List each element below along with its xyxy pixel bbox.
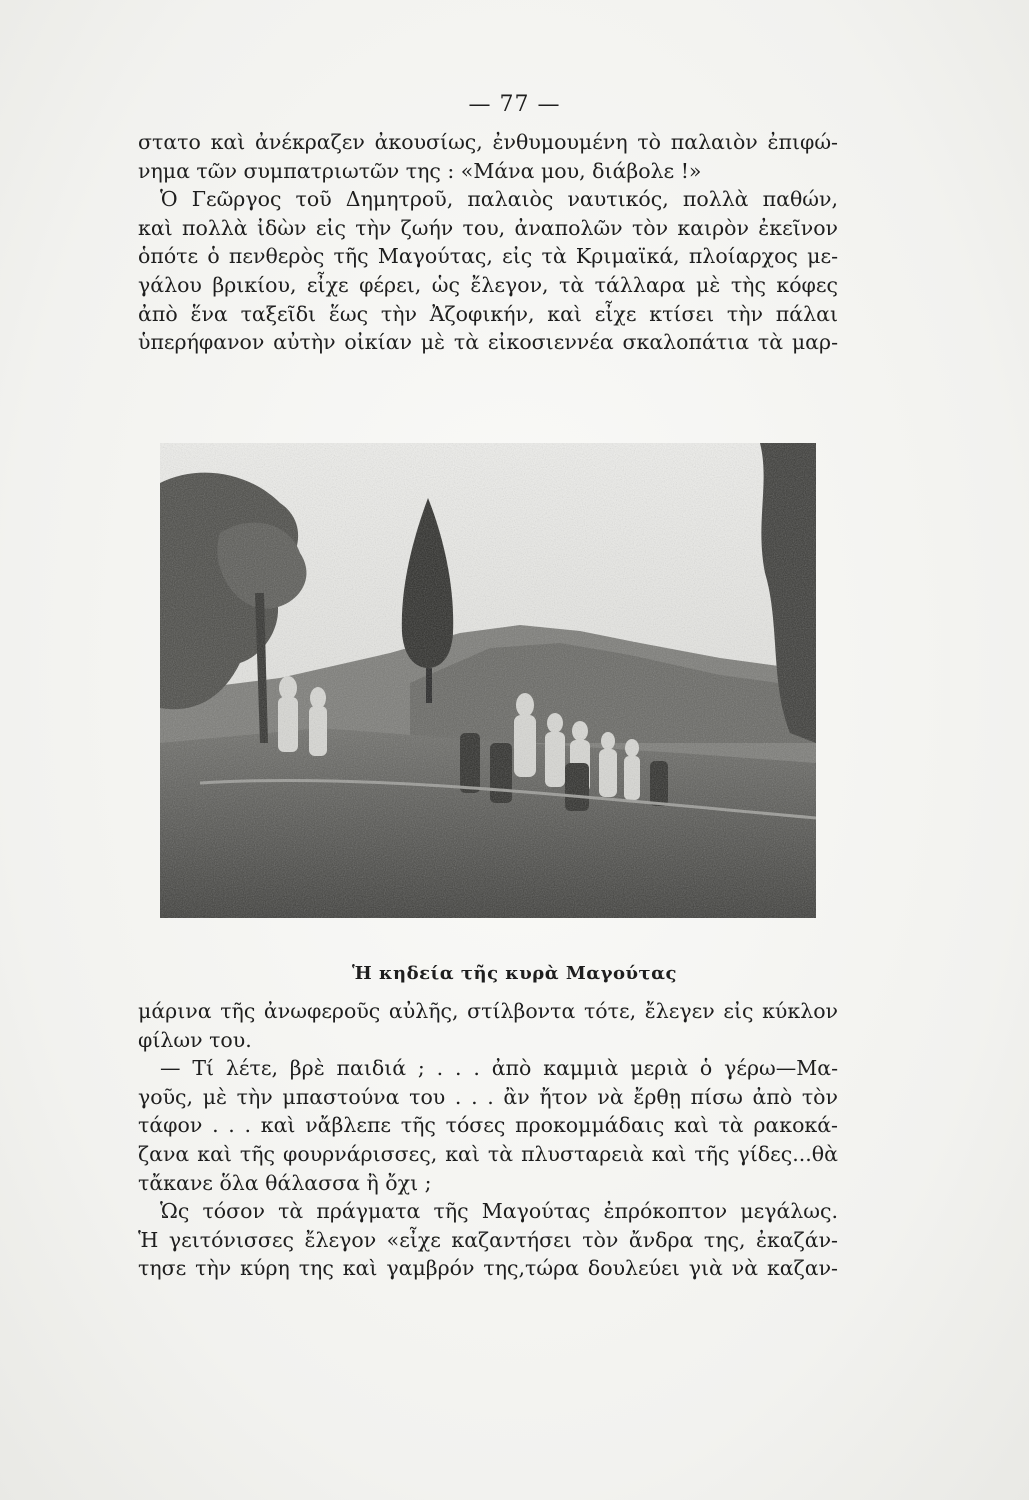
funeral-photograph [160, 443, 816, 918]
text-line: καὶ πολλὰ ἰδὼν εἰς τὴν ζωήν του, ἀναπολῶν τὸν καιρὸν ἐκεῖνον [138, 215, 838, 240]
text-line: τάφον . . . καὶ νἄβλεπε τῆς τόσες προκομμάδαις καὶ τὰ ρακοκά- [138, 1113, 838, 1138]
photo-illustration [160, 443, 816, 918]
text-line: νημα τῶν συμπατριωτῶν της : «Μάνα μου, διάβολε !» [138, 158, 702, 183]
text-line: τἄκανε ὅλα θάλασσα ἢ ὄχι ; [138, 1170, 432, 1195]
text-line: γοῦς, μὲ τὴν μπαστούνα του . . . ἂν ἤτον νὰ ἔρθῃ πίσω ἀπὸ τὸν [138, 1084, 838, 1109]
text-line: στατο καὶ ἀνέκραζεν ἀκουσίως, ἐνθυμουμένη τὸ παλαιὸν ἐπιφώ- [138, 130, 838, 154]
text-line: τησε τὴν κύρη της καὶ γαμβρόν της,τώρα δουλεύει γιὰ νὰ καζαν- [138, 1256, 838, 1281]
bottom-paragraph [138, 997, 838, 1283]
figure-caption: Ἡ κηδεία τῆς κυρὰ Μαγούτας [352, 963, 677, 984]
text-line: — Τί λέτε, βρὲ παιδιά ; . . . ἀπὸ καμμιὰ μεριὰ ὁ γέρω—Μα- [160, 1056, 838, 1081]
text-line: ζανα καὶ τῆς φουρνάρισσες, καὶ τὰ πλυσταρειὰ καὶ τῆς γίδες...θὰ [138, 1141, 838, 1166]
text-line: γάλου βρικίου, εἶχε φέρει, ὡς ἔλεγον, τὰ τάλλαρα μὲ τὴς κόφες [138, 272, 838, 297]
text-line: μάρινα τῆς ἀνωφεροῦς αὐλῆς, στίλβοντα τότε, ἔλεγεν εἰς κύκλον [138, 999, 838, 1023]
text-line: ὁπότε ὁ πενθερὸς τῆς Μαγούτας, εἰς τὰ Κριμαϊκά, πλοίαρχος με- [138, 244, 838, 269]
text-line: φίλων του. [138, 1027, 252, 1052]
text-line: Ἡ γειτόνισσες ἔλεγον «εἶχε καζαντήσει τὸν ἄνδρα της, ἐκαζάν- [138, 1227, 838, 1252]
page-number: — 77 — [468, 92, 561, 117]
text-line: ἀπὸ ἕνα ταξεῖδι ἕως τὴν Ἀζοφικήν, καὶ εἶχε κτίσει τὴν πάλαι [138, 301, 838, 326]
top-paragraph [138, 128, 838, 357]
text-line: Ὁ Γεῶργος τοῦ Δημητροῦ, παλαιὸς ναυτικός, πολλὰ παθών, [160, 187, 838, 212]
text-line: ὑπερήφανον αὐτὴν οἰκίαν μὲ τὰ εἰκοσιεννέα σκαλοπάτια τὰ μαρ- [138, 330, 838, 355]
text-line: Ὡς τόσον τὰ πράγματα τῆς Μαγούτας ἐπρόκοπτον μεγάλως. [160, 1199, 838, 1224]
